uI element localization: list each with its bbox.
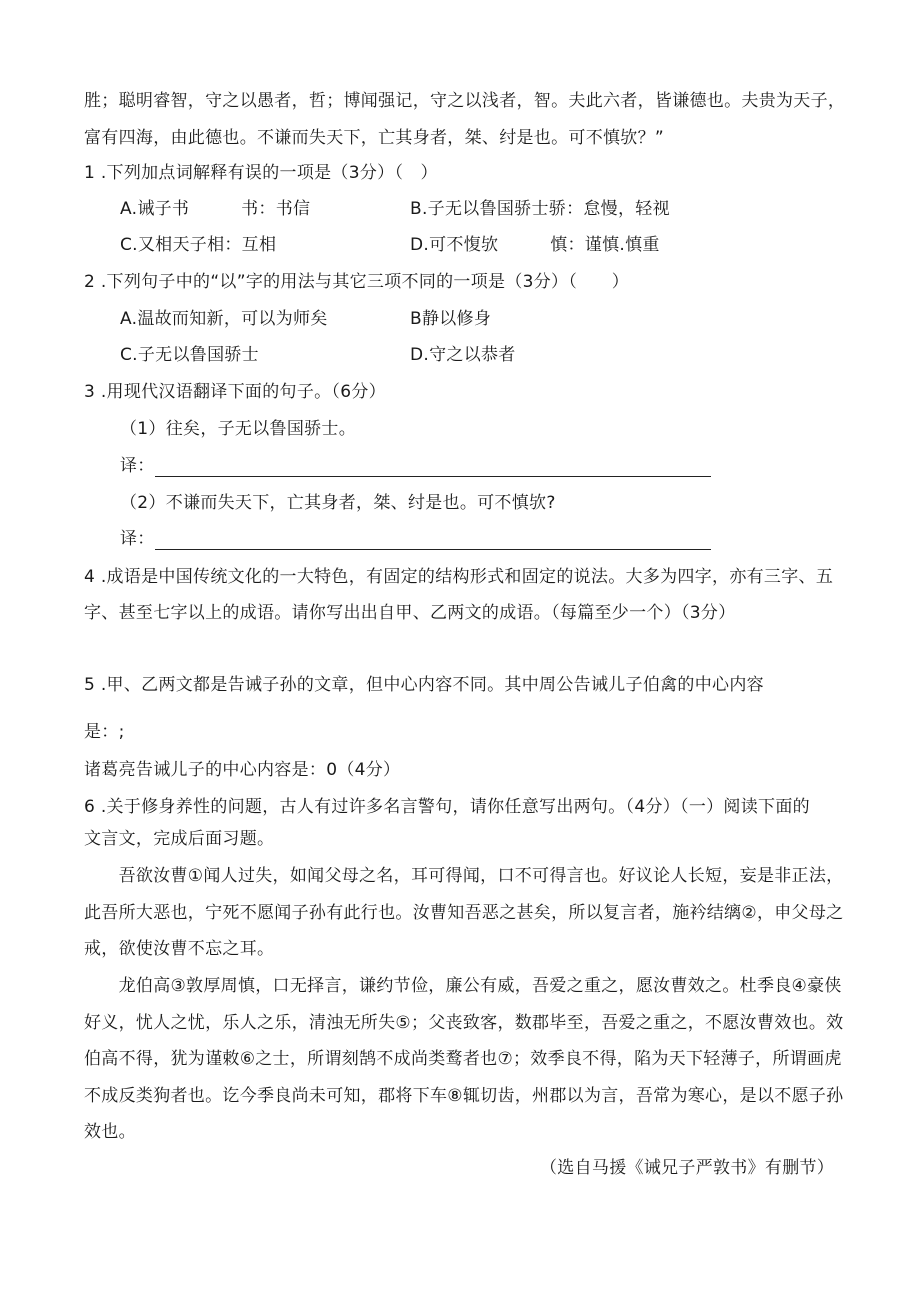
question-2-stem: 2 .下列句子中的“以”字的用法与其它三项不同的一项是（3分）（ ） <box>84 272 630 292</box>
question-5-line-1: 5 .甲、乙两文都是告诫子孙的文章，但中心内容不同。其中周公告诫儿子伯禽的中心内容 <box>84 675 764 695</box>
q1-option-b: B.子无以鲁国骄士骄：怠慢，轻视 <box>410 199 670 219</box>
q1-option-a: A.诫子书 书：书信 <box>120 199 311 219</box>
passage-line: 吾欲汝曹①闻人过失，如闻父母之名，耳可得闻，口不可得言也。好议论人长短，妄是非正法， <box>84 866 844 886</box>
passage-line: 不成反类狗者也。讫今季良尚未可知，郡将下车⑧辄切齿，州郡以为言，吾常为寒心，是以不愿子孙 <box>84 1086 844 1106</box>
question-6-line-2: 文言文，完成后面习题。 <box>84 829 275 849</box>
passage-line: 效也。 <box>84 1122 136 1142</box>
answer-line[interactable] <box>155 531 711 550</box>
intro-line-1: 胜；聪明睿智，守之以愚者，哲；博闻强记，守之以浅者，智。夫此六者，皆谦德也。夫贵为天子， <box>84 91 846 111</box>
passage-line: 龙伯高③敦厚周慎，口无择言，谦约节俭，廉公有威，吾爱之重之，愿汝曹效之。杜季良④豪侠 <box>84 976 842 996</box>
passage-line: 好义，忧人之忧，乐人之乐，清浊无所失⑤；父丧致客，数郡毕至，吾爱之重之，不愿汝曹效也。效 <box>84 1013 844 1033</box>
question-5-line-3: 诸葛亮告诫儿子的中心内容是：0（4分） <box>84 760 401 780</box>
q2-option-a: A.温故而知新，可以为师矣 <box>120 309 328 329</box>
answer-line[interactable] <box>155 458 711 477</box>
translate-label: 译： <box>120 529 155 549</box>
passage-line: 戒，欲使汝曹不忘之耳。 <box>84 939 275 959</box>
passage-source: （选自马援《诫兄子严敦书》有删节） <box>540 1158 835 1178</box>
question-4-line-1: 4 .成语是中国传统文化的一大特色，有固定的结构形式和固定的说法。大多为四字，亦有三字、五 <box>84 567 834 587</box>
translate-label: 译： <box>120 456 155 476</box>
q3-answer-row-2 <box>120 528 711 550</box>
q3-sentence-2: （2）不谦而失天下，亡其身者，桀、纣是也。可不慎欤? <box>120 493 556 513</box>
q1-option-d: D.可不愎欤 慎：谨慎.慎重 <box>410 235 660 255</box>
q3-answer-row-1 <box>120 455 711 477</box>
q2-option-c: C.子无以鲁国骄士 <box>120 345 259 365</box>
question-3-stem: 3 .用现代汉语翻译下面的句子。（6分） <box>84 382 386 402</box>
intro-line-2: 富有四海，由此德也。不谦而失天下，亡其身者，桀、纣是也。可不慎欤？” <box>84 128 665 148</box>
question-5-line-2: 是：; <box>84 722 125 742</box>
passage-line: 伯高不得，犹为谨敕⑥之士，所谓刻鹄不成尚类鹜者也⑦；效季良不得，陷为天下轻薄子，所谓画虎 <box>84 1049 842 1069</box>
question-1-stem: 1 .下列加点词解释有误的一项是（3分）（ ） <box>84 163 438 183</box>
question-6-line-1: 6 .关于修身养性的问题，古人有过许多名言警句，请你任意写出两句。（4分）（一）阅读下面的 <box>84 797 810 817</box>
q1-option-c: C.又相天子相：互相 <box>120 235 277 255</box>
passage-line: 此吾所大恶也，宁死不愿闻子孙有此行也。汝曹知吾恶之甚矣，所以复言者，施衿结缡②，申父母之 <box>84 903 844 923</box>
q3-sentence-1: （1）往矣，子无以鲁国骄士。 <box>120 419 357 439</box>
q2-option-d: D.守之以恭者 <box>410 345 516 365</box>
q2-option-b: B静以修身 <box>410 309 492 329</box>
question-4-line-2: 字、甚至七字以上的成语。请你写出出自甲、乙两文的成语。（每篇至少一个）（3分） <box>84 603 736 623</box>
